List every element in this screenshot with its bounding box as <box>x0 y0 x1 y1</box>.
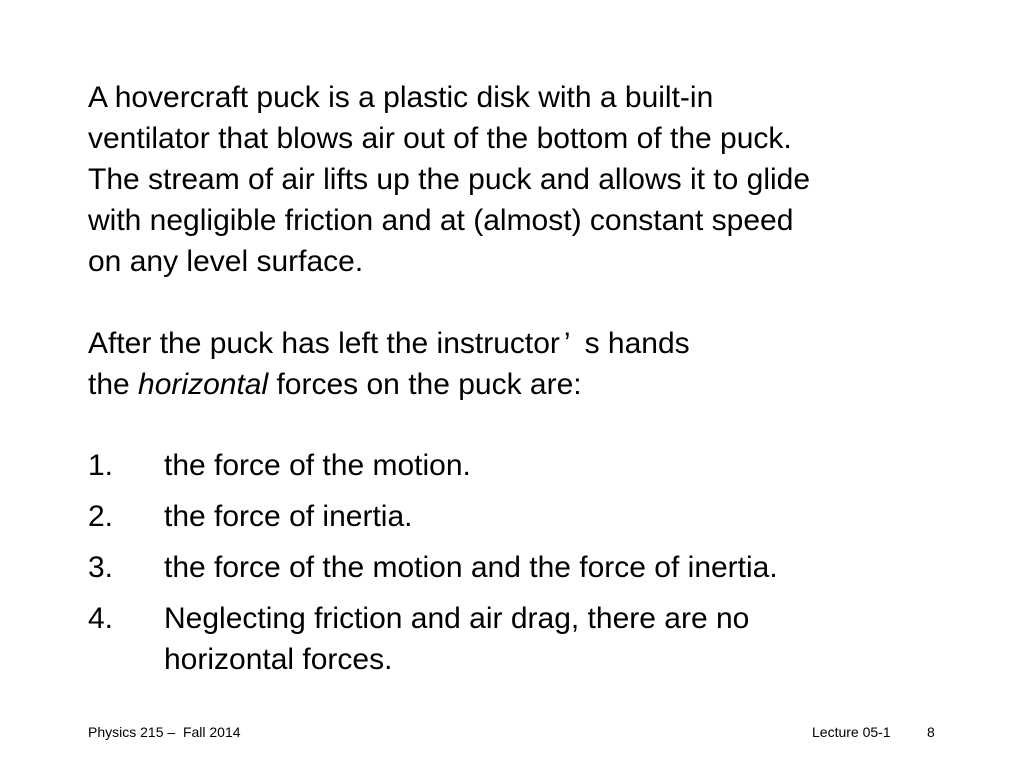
intro-line: ventilator that blows air out of the bottom of the puck. <box>88 122 792 155</box>
choice-line: the force of the motion. <box>164 449 471 482</box>
question-line-1 <box>88 323 948 364</box>
answer-choice[interactable] <box>88 445 968 486</box>
question-prompt <box>88 323 948 405</box>
intro-paragraph <box>88 77 948 282</box>
choice-line: the force of the motion and the force of inertia. <box>164 551 778 584</box>
choice-text <box>164 445 968 486</box>
question-text: the <box>88 368 139 401</box>
choice-line: horizontal forces. <box>164 643 393 676</box>
choice-line: Neglecting friction and air drag, there are no <box>164 602 750 635</box>
answer-choices <box>88 445 968 690</box>
question-text: s hands <box>584 327 690 360</box>
choice-text <box>164 547 968 588</box>
choice-number: 4. <box>88 602 114 635</box>
intro-line: with negligible friction and at (almost) constant speed <box>88 204 794 237</box>
intro-line: The stream of air lifts up the puck and allows it to glide <box>88 163 811 196</box>
choice-number: 3. <box>88 551 114 584</box>
footer-course: Physics 215 – Fall 2014 <box>88 724 241 740</box>
footer-page-number: 8 <box>927 724 935 740</box>
intro-line: on any level surface. <box>88 245 364 278</box>
choice-number: 1. <box>88 449 114 482</box>
answer-choice[interactable] <box>88 496 968 537</box>
question-text: After the puck has left the instructor <box>88 327 560 360</box>
choice-text <box>164 496 968 537</box>
intro-line: A hovercraft puck is a plastic disk with a built-in <box>88 81 714 114</box>
answer-choice[interactable] <box>88 598 968 680</box>
choice-number: 2. <box>88 500 114 533</box>
question-apostrophe: ’ <box>563 327 571 360</box>
question-text: forces on the puck are: <box>268 368 582 401</box>
question-emphasis: horizontal <box>138 368 269 401</box>
choice-line: the force of inertia. <box>164 500 413 533</box>
choice-text <box>164 598 968 680</box>
answer-choice[interactable] <box>88 547 968 588</box>
question-line-2 <box>88 364 948 405</box>
footer-lecture: Lecture 05-1 <box>812 724 891 740</box>
